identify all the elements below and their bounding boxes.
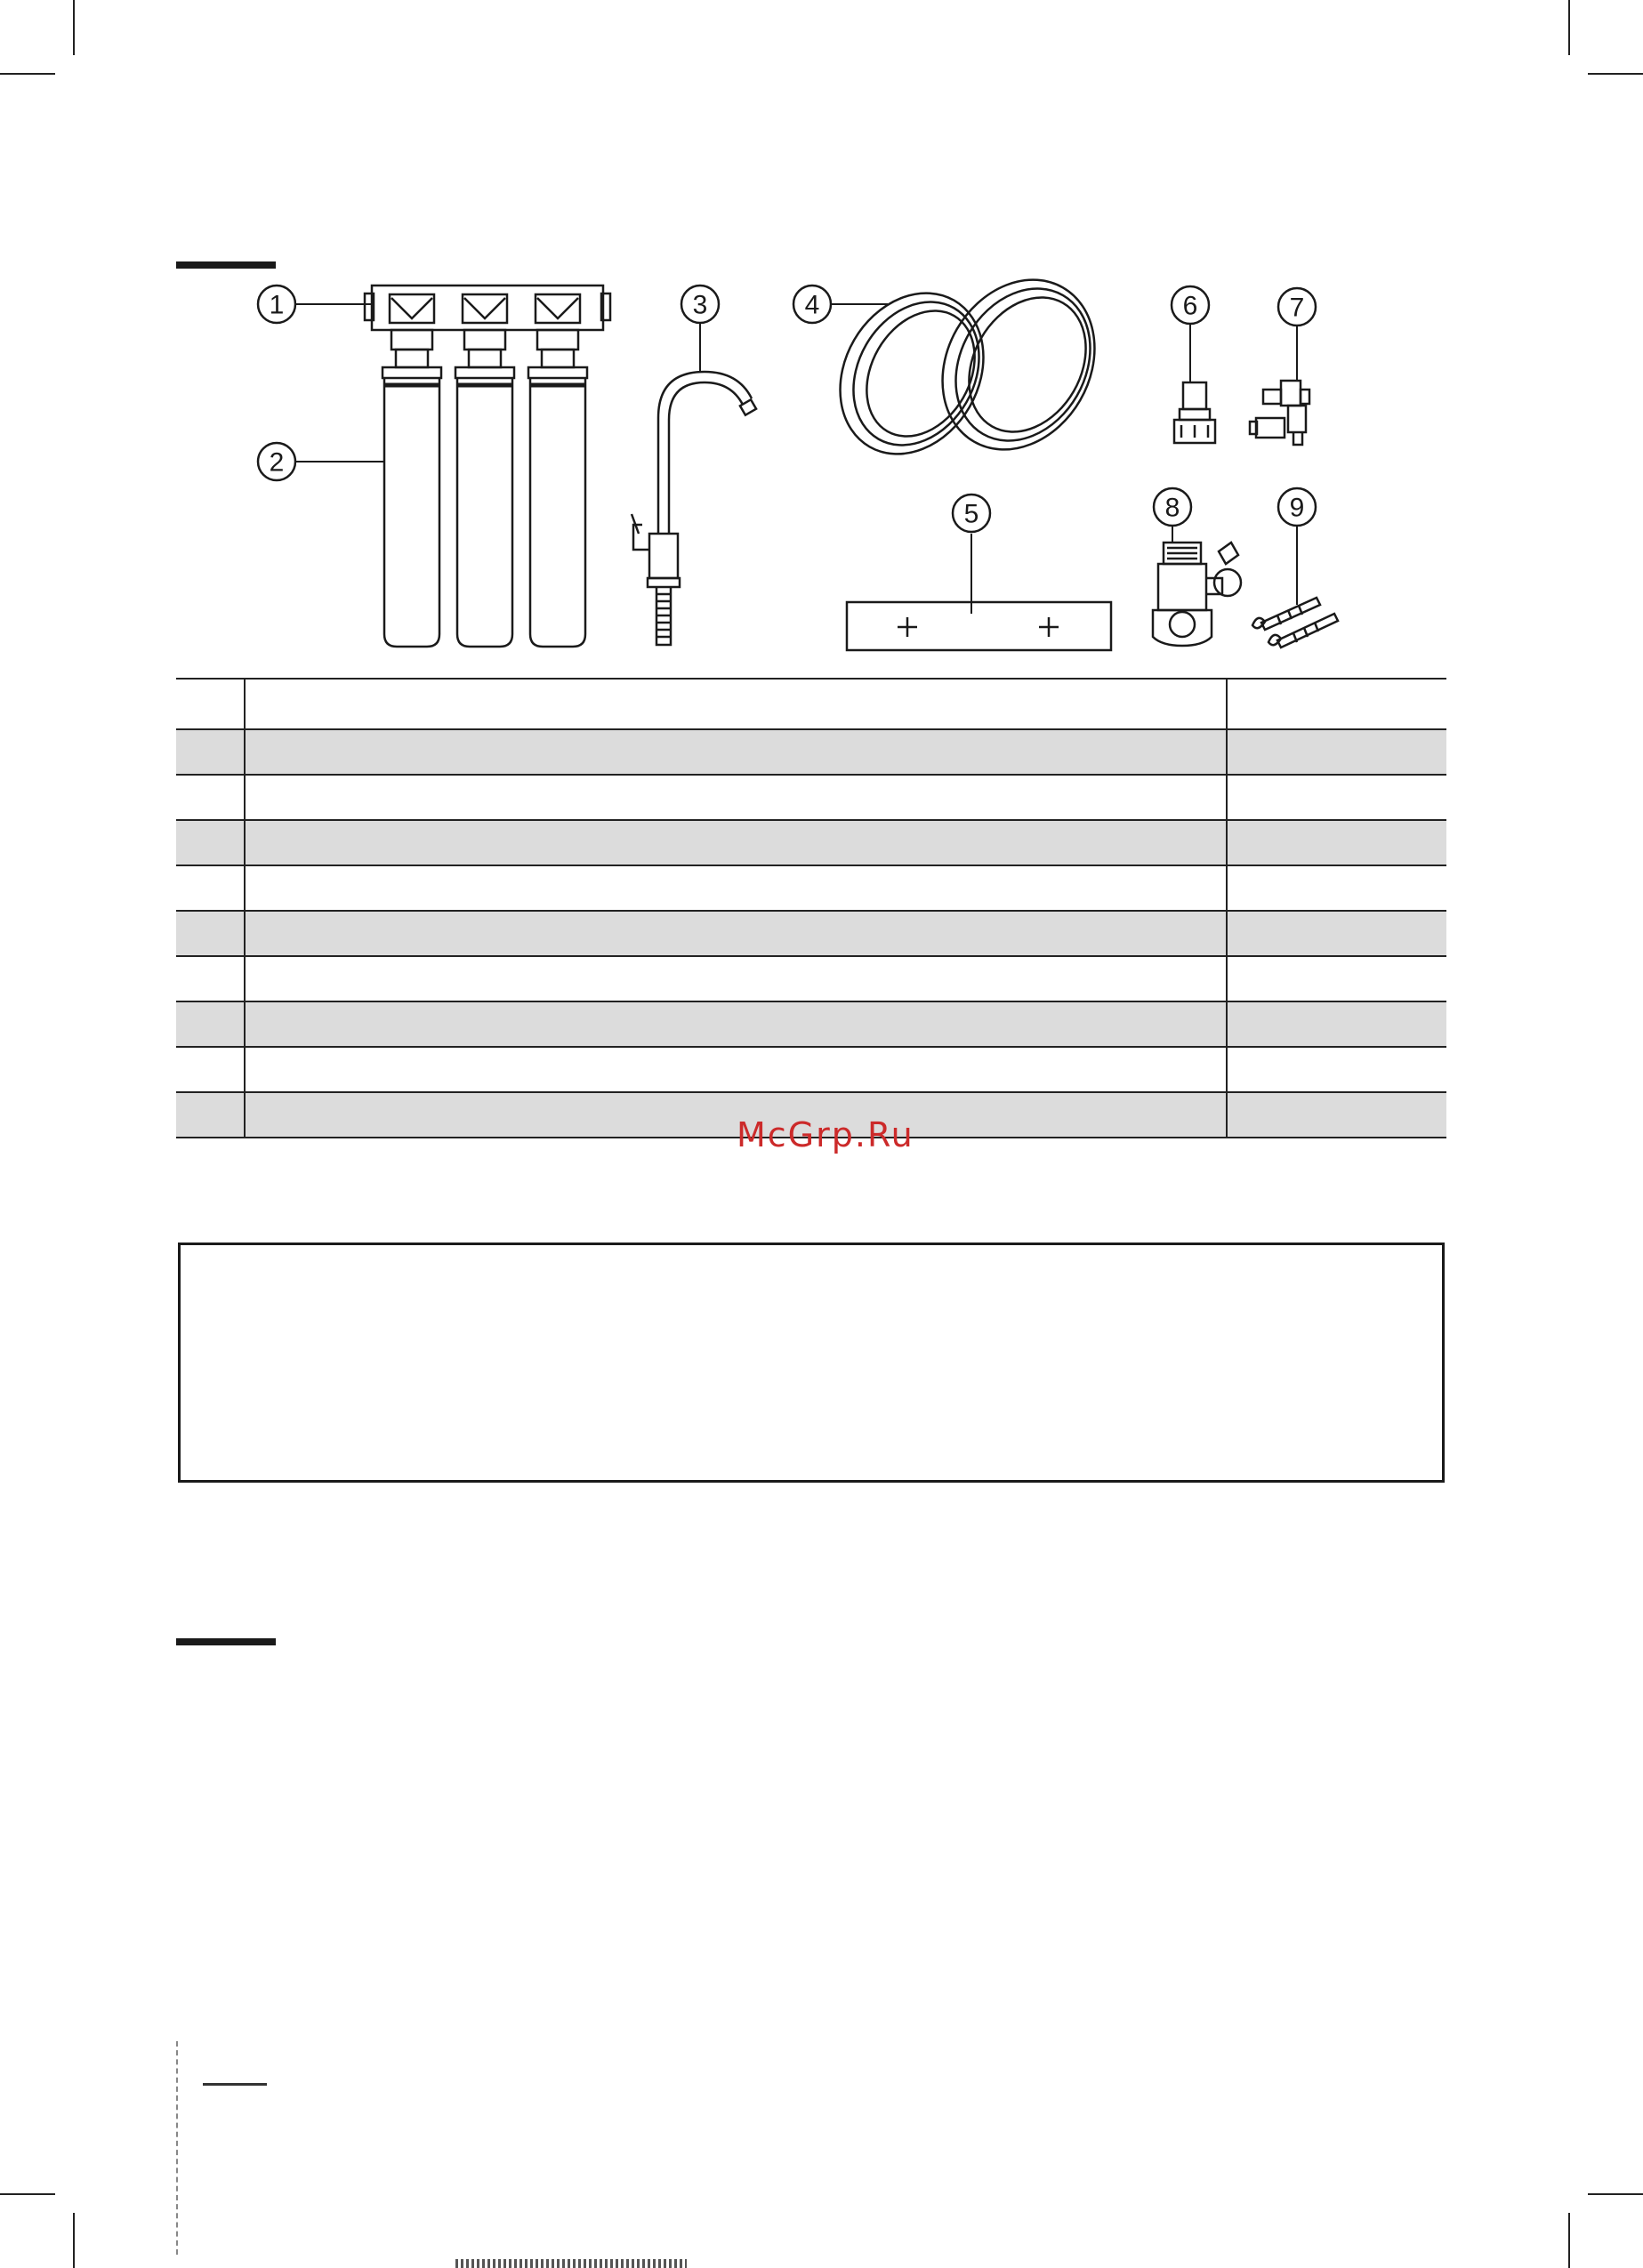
row-number-cell bbox=[176, 1092, 245, 1138]
row-number-cell bbox=[176, 911, 245, 956]
row-number-cell bbox=[176, 1047, 245, 1092]
table-row bbox=[176, 1047, 1446, 1092]
part-name-cell bbox=[245, 820, 1227, 865]
table-row bbox=[176, 911, 1446, 956]
crop-mark-bottom-left-h bbox=[0, 2193, 55, 2195]
callout-label-4: 4 bbox=[804, 290, 820, 320]
mounting-plate bbox=[847, 602, 1111, 650]
callout-leaders bbox=[295, 304, 1297, 614]
row-number-cell bbox=[176, 729, 245, 775]
part-name-cell bbox=[245, 729, 1227, 775]
crop-mark-bottom-right-v bbox=[1568, 2213, 1570, 2268]
quantity-cell bbox=[1227, 1092, 1446, 1138]
quantity-cell bbox=[1227, 775, 1446, 820]
callout-label-3: 3 bbox=[692, 290, 708, 320]
part-name-cell bbox=[245, 1092, 1227, 1138]
row-number-cell bbox=[176, 1001, 245, 1047]
row-number-cell bbox=[176, 775, 245, 820]
callout-label-1: 1 bbox=[269, 290, 285, 320]
quantity-cell bbox=[1227, 729, 1446, 775]
parts-illustration bbox=[0, 0, 1643, 676]
tee-fitting bbox=[1250, 381, 1309, 445]
feed-valve bbox=[1153, 543, 1241, 646]
adapter-fitting bbox=[1174, 382, 1215, 443]
table-row bbox=[176, 775, 1446, 820]
table-row bbox=[176, 956, 1446, 1001]
row-number-cell bbox=[176, 956, 245, 1001]
quantity-cell bbox=[1227, 820, 1446, 865]
callout-label-7: 7 bbox=[1289, 293, 1305, 323]
row-number-cell bbox=[176, 865, 245, 911]
quantity-cell bbox=[1227, 1047, 1446, 1092]
crop-mark-bottom-left-v bbox=[73, 2213, 75, 2268]
part-name-cell bbox=[245, 911, 1227, 956]
filter-head-bracket bbox=[365, 286, 610, 350]
faucet bbox=[632, 372, 756, 645]
table-header-row bbox=[176, 679, 1446, 729]
row-number-cell bbox=[176, 820, 245, 865]
quantity-cell bbox=[1227, 865, 1446, 911]
part-name-cell bbox=[245, 865, 1227, 911]
note-box bbox=[178, 1243, 1445, 1483]
parts-table bbox=[176, 678, 1446, 1138]
callout-label-2: 2 bbox=[269, 447, 285, 478]
quantity-cell bbox=[1227, 679, 1446, 729]
quantity-cell bbox=[1227, 1001, 1446, 1047]
callout-label-6: 6 bbox=[1182, 291, 1198, 321]
part-name-cell bbox=[245, 1047, 1227, 1092]
table-row bbox=[176, 865, 1446, 911]
filter-cartridges bbox=[383, 350, 587, 647]
callout-label-5: 5 bbox=[963, 499, 979, 529]
margin-dashed-line bbox=[176, 2041, 178, 2255]
part-name-cell bbox=[245, 679, 1227, 729]
section-bar-installation bbox=[176, 1638, 276, 1645]
callout-label-9: 9 bbox=[1289, 493, 1305, 523]
table-row bbox=[176, 729, 1446, 775]
part-name-cell bbox=[245, 1001, 1227, 1047]
print-registration-marks bbox=[455, 2259, 687, 2268]
part-name-cell bbox=[245, 956, 1227, 1001]
watermark: McGrp.Ru bbox=[737, 1115, 914, 1154]
screws bbox=[1252, 598, 1338, 647]
table-row bbox=[176, 820, 1446, 865]
table-row bbox=[176, 1001, 1446, 1047]
row-number-cell bbox=[176, 679, 245, 729]
callout-label-8: 8 bbox=[1164, 493, 1180, 523]
quantity-cell bbox=[1227, 956, 1446, 1001]
quantity-cell bbox=[1227, 911, 1446, 956]
crop-mark-bottom-right-h bbox=[1588, 2193, 1643, 2195]
parts-table-body bbox=[176, 679, 1446, 1138]
page-number-rule bbox=[203, 2083, 267, 2086]
part-name-cell bbox=[245, 775, 1227, 820]
tubing-coils bbox=[812, 252, 1125, 479]
